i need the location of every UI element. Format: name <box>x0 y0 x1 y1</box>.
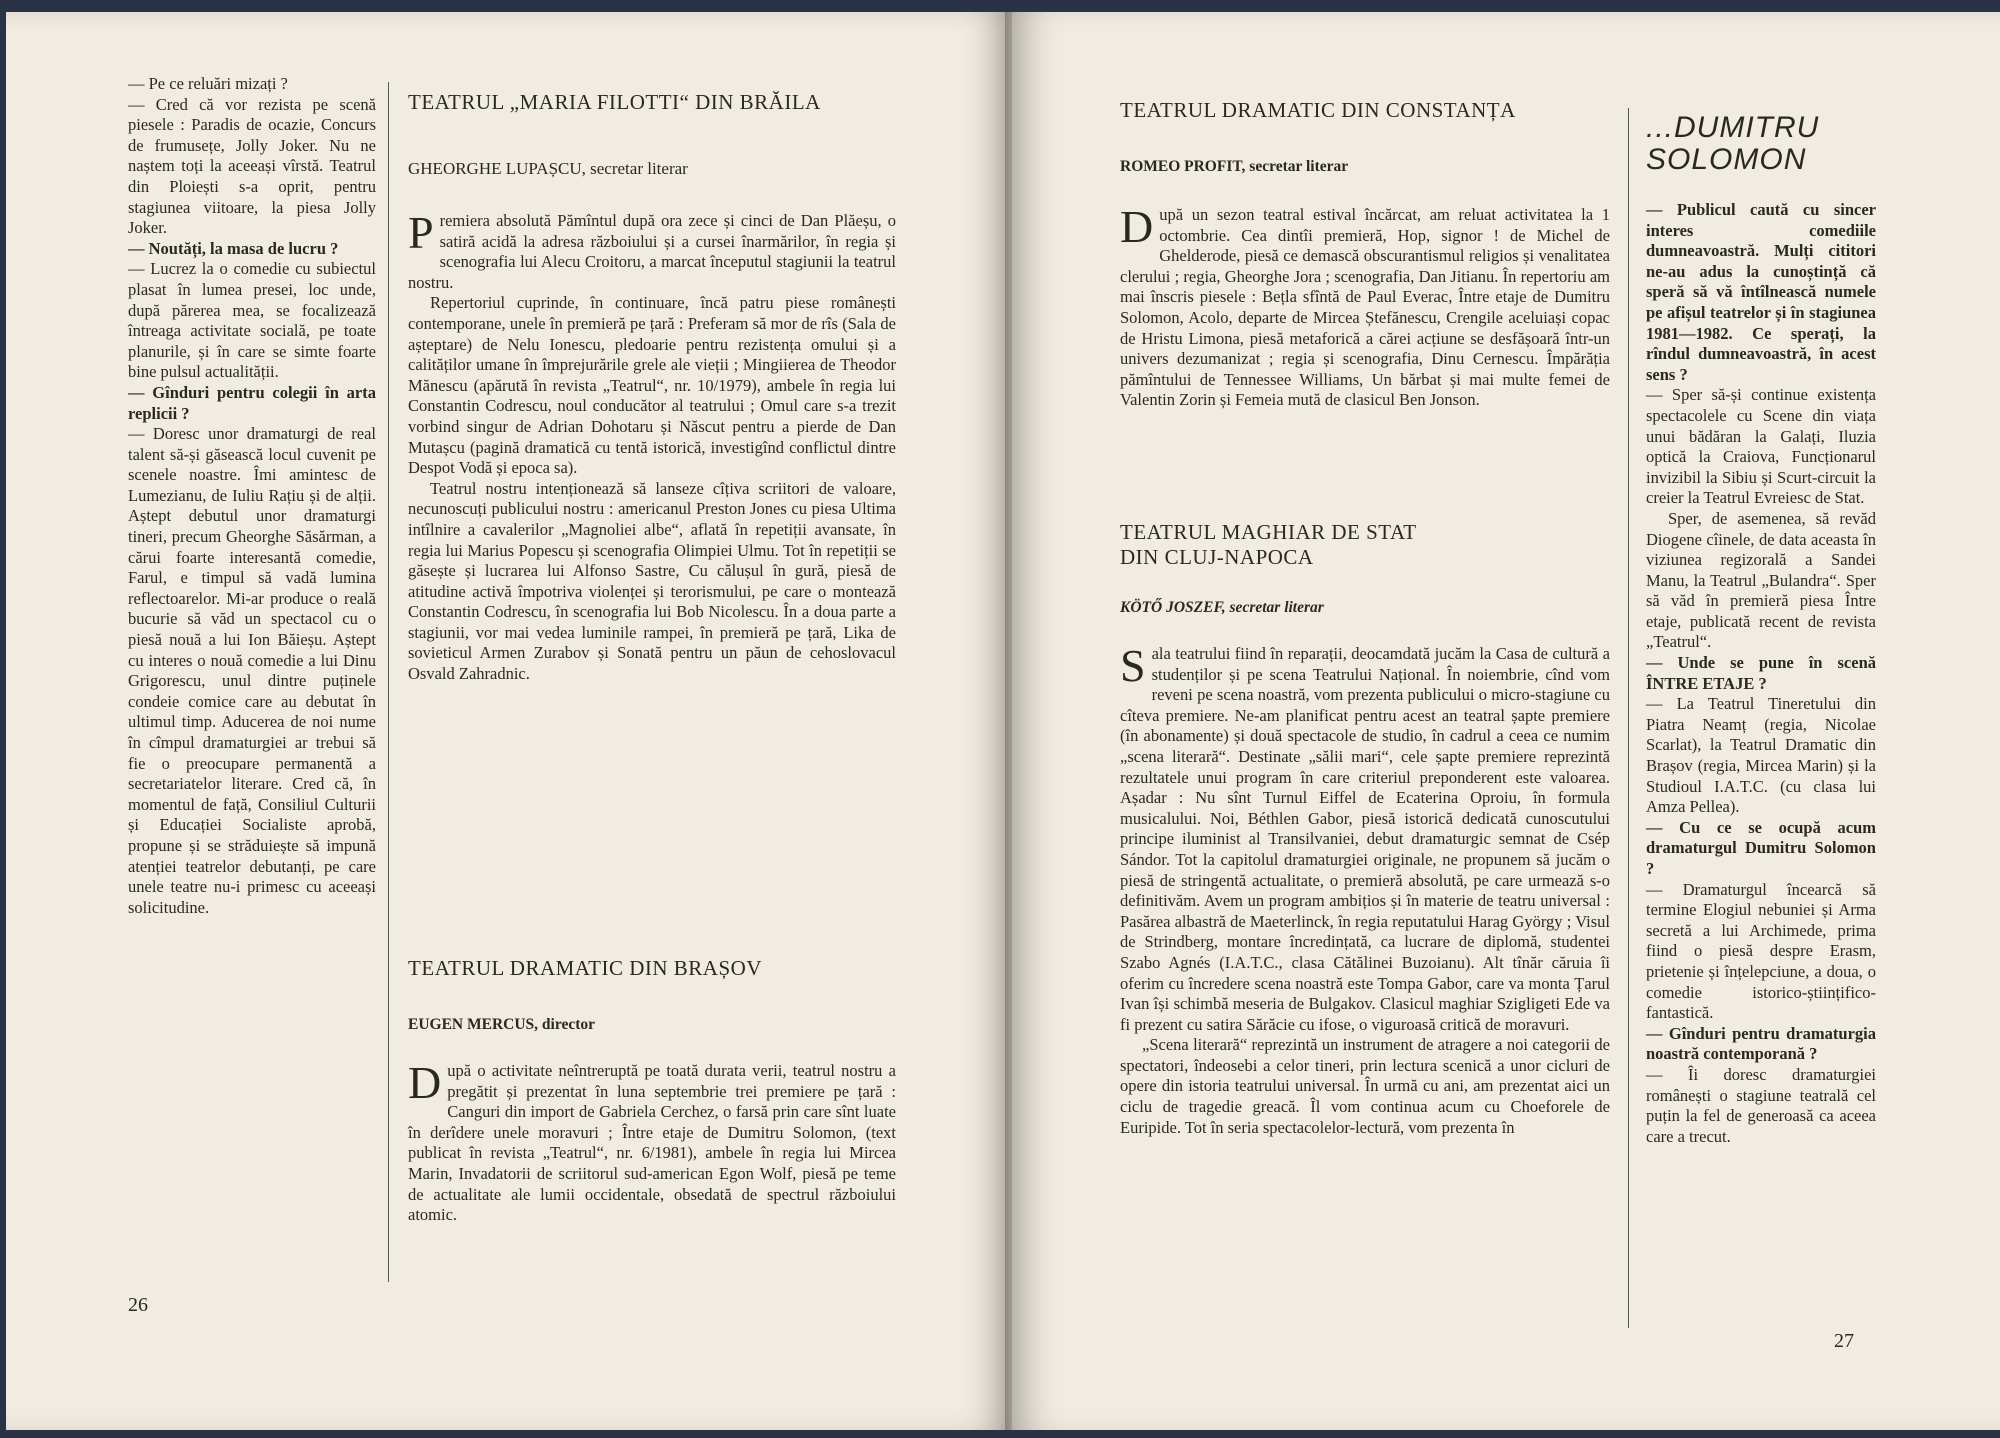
article-title: TEATRUL DRAMATIC DIN BRAȘOV <box>408 956 762 980</box>
page-number: 27 <box>1834 1330 1854 1352</box>
article-title: TEATRUL „MARIA FILOTTI“ DIN BRĂILA <box>408 90 821 114</box>
interview-question: — Cu ce se ocupă acum dramaturgul Dumitru Solomon ? <box>1646 817 1876 878</box>
article-paragraph: Repertoriul cuprinde, în continuare, încă patru piese românești contemporane, unele în premieră pe țară : Preferam să mor de rîs (Sala de așteptare) de Nelu Ionescu, pledoarie pentru rezistența omului și a calităților umane în împrejurările grele ale vieții ; Mingiierea de Theodor Mănescu (apărută în revista „Teatrul“, nr. 10/1979), ambele în regia lui Constantin Codrescu, noul conducător al teatrului ; Omul care s-a trezit vorbind singur de Adrian Dohotaru și Născut pentru a pierde de Dan Mutașcu (pagină dramatică cu tentă istorică, investigînd conflictul dintre Despot Vodă și epoca sa). <box>408 293 896 478</box>
braila-article <box>408 90 896 685</box>
drop-cap: P <box>408 207 434 258</box>
article-paragraph: upă un sezon teatral estival încărcat, am reluat activitatea la 1 octombrie. Cea dintîi premieră, Hop, signor ! de Michel de Ghelderode, piesă ce demască obscurantismul religios și venalitatea clerului ; regia, Gheorghe Jora ; scenografia, Dan Jitianu. În repertoriu am mai înscris piesele : Bețla sfîntă de Paul Everac, Între etaje de Dumitru Solomon, Acolo, departe de Mircea Ștefănescu, Crengile aceluiași copac de Hristu Limona, piesă metaforică a cărei acțiune se desfășoară într-un univers dezumanizat ; regia și scenografia, Dinu Cernescu. Împărăția pămîntului de Tennessee Williams, Un bărbat și mai multe femei de Valentin Zorin și Femeia mută de clasicul Ben Jonson. <box>1120 205 1610 410</box>
interview-title-line: SOLOMON <box>1646 143 1807 176</box>
interview-answer: — Cred că vor rezista pe scenă piesele : Paradis de ocazie, Concurs de frumusețe, Jolly Joker. Nu ne naștem toți la aceeași vîrstă. Teatrul din Ploiești s-a oprit, pentru stagiunea viitoare, la piesa Jolly Joker. <box>128 94 376 238</box>
article-title-line: DIN CLUJ-NAPOCA <box>1120 545 1314 569</box>
article-paragraph: Teatrul nostru intenționează să lanseze cîțiva scriitori de valoare, necunoscuți publicului nostru : americanul Preston Jones cu piesa Ultima intîlnire a cavalerilor „Magnoliei albe“, aflată în repetiții avansate, în regia lui Marius Popescu și scenografia Olimpiei Ulmu. Tot în repetiții se găsește și lucrarea lui Alfonso Sastre, Cu călușul în gură, piesă de atitudine activă împotriva violenței și terorismului, pe care o montează Constantin Codrescu, în scenografia lui Bob Nicolescu. În a doua parte a stagiunii, vor mai vedea luminile rampei, în premieră pe țară, Lika de sovieticul Armen Zurabov și Sonată pentru un păun de cehoslovacul Osvald Zahradnic. <box>408 478 896 684</box>
article-title-line: TEATRUL MAGHIAR DE STAT <box>1120 520 1417 544</box>
interview-answer: — Lucrez la o comedie cu subiectul plasat în lumea presei, loc unde, după părerea mea, se focalizează întreaga activitate socială, pe toate planurile, și în care se simte foarte bine pulsul actualității. <box>128 259 376 382</box>
interview-answer: — Dramaturgul încearcă să termine Elogiul nebuniei și Arma secretă a lui Archimede, prima fiind o piesă despre Erasm, prietenie și înțelepciune, a doua, o comedie istorico-științifico-fantastică. <box>1646 879 1876 1023</box>
interview-answer: — Sper să-și continue existența spectacolele cu Scene din viața unui bădăran la Galați, Iluzia optică la Craiova, Funcționarul invizibil la Sibiu și Scurt-circuit la creier la Teatrul Evreiesc de Stat. <box>1646 385 1876 508</box>
interview-title-line: ...DUMITRU <box>1646 111 1820 144</box>
left-page <box>6 12 1012 1430</box>
brasov-article <box>408 956 896 1226</box>
interview-question: — Gînduri pentru colegii în arta replicii ? <box>128 382 376 423</box>
article-paragraph: upă o activitate neîntreruptă pe toată durata verii, teatrul nostru a pregătit și prezentat în luna septembrie trei premiere pe țară : Canguri din import de Gabriela Cerchez, o farsă prin care sînt luate în derîdere unele moravuri ; Între etaje de Dumitru Solomon, (text publicat în revista „Teatrul“, nr. 6/1981), ambele în regia lui Mircea Marin, Invadatorii de scriitorul sud-american Egon Wolf, piesă pe teme de actualitate ale lumii occidentale, obsedată de spectrul războiului atomic. <box>408 1061 896 1225</box>
interview-answer: Sper, de asemenea, să revăd Diogene cîinele, de data aceasta în viziunea regizorală a Sandei Manu, la Teatrul „Bulandra“. Sper să văd în premieră piesa Între etaje, publicată recent de revista „Teatrul“. <box>1646 508 1876 652</box>
interview-answer: — Îi doresc dramaturgiei românești o stagiune teatrală cel puțin la fel de generoasă ca aceea care a trecut. <box>1646 1064 1876 1146</box>
interview-answer: — La Teatrul Tineretului din Piatra Neamț (regia, Nicolae Scarlat), la Teatrul Dramatic din Brașov (regia, Mircea Marin) și la Studioul I.A.T.C. (cu clasa lui Amza Pellea). <box>1646 694 1876 817</box>
interview-question: — Gînduri pentru dramaturgia noastră contemporană ? <box>1646 1023 1876 1064</box>
article-byline: KÖTŐ JOSZEF, secretar literar <box>1120 599 1324 616</box>
article-paragraph: remiera absolută Pămîntul după ora zece și cinci de Dan Plăeșu, o satiră acidă la adresa războiului și a cursei înarmărilor, în regia și scenografia lui Alecu Croitoru, a marcat începutul stagiunii la teatrul nostru. <box>408 211 896 292</box>
column-rule <box>388 82 389 1282</box>
interview-column <box>128 74 376 918</box>
page-number: 26 <box>128 1294 148 1316</box>
interview-question: — Pe ce reluări mizați ? <box>128 74 288 93</box>
interview-question: — Unde se pune în scenă ÎNTRE ETAJE ? <box>1646 653 1876 693</box>
solomon-interview <box>1646 112 1876 1147</box>
interview-question: — Publicul caută cu sincer interes comediile dumneavoastră. Mulți cititori ne-au adus la cunoștință că speră să vă întîlnească numele pe afișul teatrelor și în stagiunea 1981—1982. Ce sperați, la rîndul dumneavoastră, în acest sens ? <box>1646 200 1876 384</box>
drop-cap: D <box>1120 201 1154 252</box>
interview-question: — Noutăți, la masa de lucru ? <box>128 238 339 258</box>
drop-cap: S <box>1120 640 1146 691</box>
right-page <box>1012 12 2000 1430</box>
cluj-article <box>1120 520 1610 1138</box>
article-paragraph: ala teatrului fiind în reparații, deocamdată jucăm la Casa de cultură a studenților și pe scena Teatrului Național. În noiembrie, cînd vom reveni pe scena noastră, vom prezenta publicului o micro-stagiune cu cîteva premiere. Ne-am planificat pentru acest an teatral șapte premiere (în abonamente) și două spectacole de studio, în cadrul a ceea ce numim „scena literară“. Destinate „sălii mari“, cele șapte premiere reprezintă rezultatele unui program în care criteriul preponderent este valoarea. Așadar : Nu sînt Turnul Eiffel de Ecaterina Oproiu, în formula musicalului. Noi, Béthlen Gabor, piesă istorică dedicată cunoscutului principe iluminist al Transilvaniei, debut dramaturgic semnat de Csép Sándor. Tot la capitolul dramaturgiei originale, ne propunem să jucăm o piesă de stringentă actualitate, o premieră absolută, pe care urmează s-o definitivăm. Avem un program ambițios și în materie de teatru universal : Pasărea albastră de Maeterlinck, în regia reputatului Harag György ; Visul de Strindberg, montare încredințată, ca lucrare de diplomă, studentei Szabo Agnés (I.A.T.C., clasa Cătălinei Buzoianu). Alt tînăr căruia îi oferim cu încredere scena noastră este Tompa Gabor, care va monta Țarul Ivan își schimbă meseria de Bulgakov. Clasicul maghiar Szigligeti Ede va fi prezent cu satira Sărăcie cu ifose, o viguroasă critică de moravuri. <box>1120 644 1610 1034</box>
article-byline: ROMEO PROFIT, secretar literar <box>1120 158 1349 175</box>
article-byline: EUGEN MERCUS, director <box>408 1016 595 1033</box>
drop-cap: D <box>408 1057 442 1108</box>
article-title: TEATRUL DRAMATIC DIN CONSTANȚA <box>1120 98 1516 122</box>
article-byline: GHEORGHE LUPAȘCU, secretar literar <box>408 159 688 178</box>
column-rule <box>1628 108 1629 1328</box>
constanta-article <box>1120 98 1610 411</box>
article-paragraph: „Scena literară“ reprezintă un instrument de atragere a noi categorii de spectatori, îndeosebi a celor tineri, prin lectura scenică a unor cicluri de opere din istoria teatrului universal. În urmă cu ani, am prezentat aici un ciclu de tragedie greacă. Îl vom continua acum cu Choeforele de Euripide. Tot în seria spectacolelor-lectură, vom prezenta în <box>1120 1035 1610 1137</box>
interview-answer: — Doresc unor dramaturgi de real talent să-și găsească locul cuvenit pe scenele noastre. Îmi amintesc de Lumezianu, de Iuliu Rațiu și de alții. Aștept debutul unor dramaturgi tineri, precum Gheorghe Săsărman, a cărui foarte interesantă comedie, Farul, e timpul să vadă lumina reflectoarelor. Mi-ar produce o reală bucurie să văd un spectacol cu o piesă nouă a lui Ion Băieșu. Aștept cu interes o nouă comedie a lui Dinu Grigorescu, unul dintre puținele condeie comice care au debutat în ultimul timp. Aducerea de noi nume în cîmpul dramaturgiei ar trebui să fie o preocupare permanentă a secretariatelor literare. Cred că, în momentul de față, Consiliul Culturii și Educației Socialiste aprobă, propune și se străduiește să impună atenției teatrelor debutanți, pe care unele teatre nu-i primesc cu aceeași solicitudine. <box>128 424 376 917</box>
